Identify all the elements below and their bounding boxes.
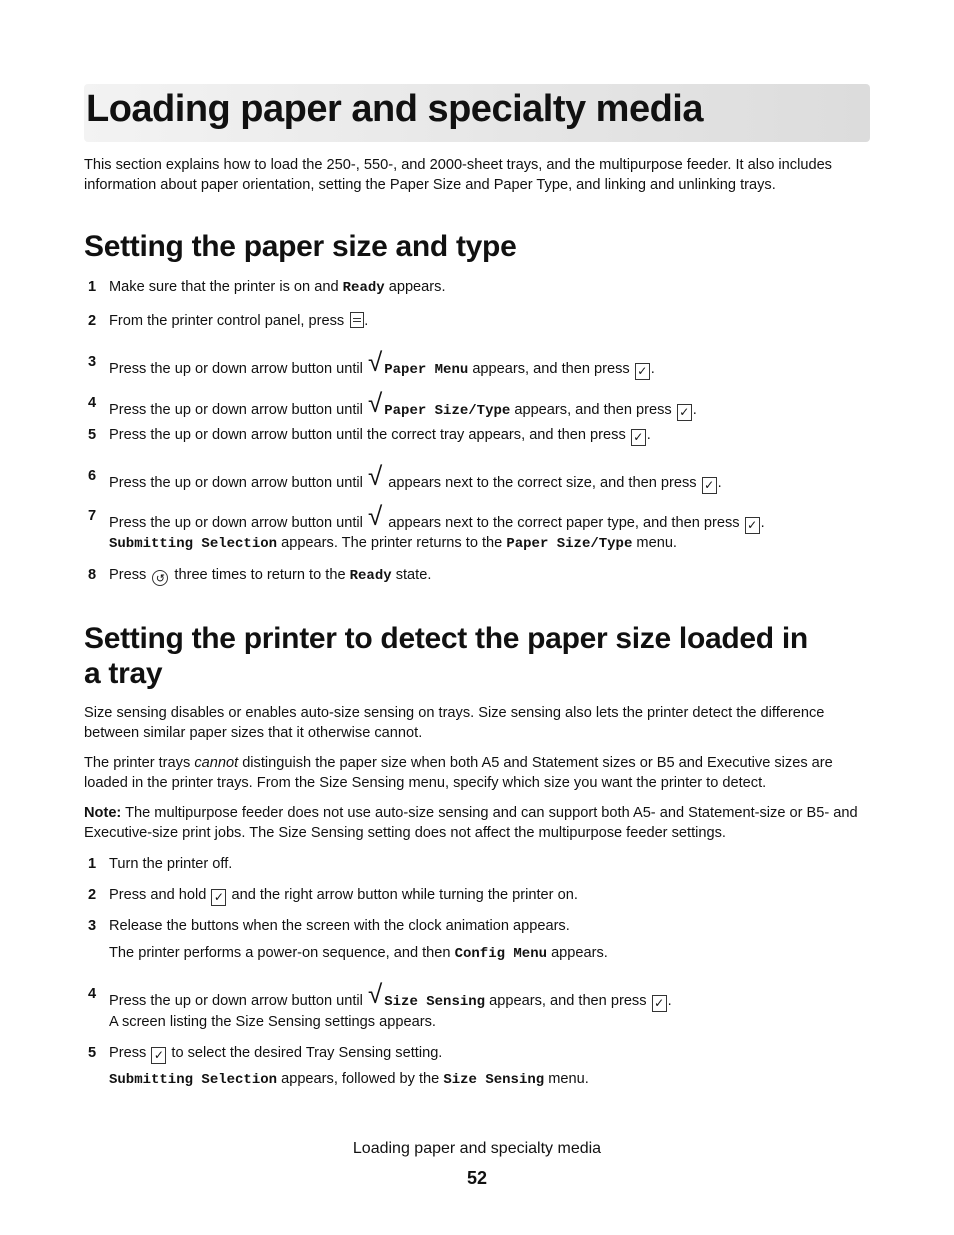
- note-paragraph: Note: The multipurpose feeder does not use auto-size sensing and can support both A5- and Statement-size or B5- and Executive-size print jobs. The Size Sensing setting does not affect the multipurpose feeder settings.: [84, 805, 858, 841]
- select-button-icon: ✓: [702, 477, 717, 494]
- page-number: 52: [466, 1168, 488, 1188]
- menu-icon: [350, 312, 364, 328]
- selected-check-icon: √: [367, 979, 383, 1009]
- select-button-icon: ✓: [677, 404, 692, 421]
- select-button-icon: ✓: [635, 363, 650, 380]
- selected-check-icon: √: [367, 388, 383, 418]
- sensing-step-3-result: The printer performs a power-on sequence, and then Config Menu appears.: [109, 945, 608, 962]
- sensing-step-5-result: Submitting Selection appears, followed by the Size Sensing menu.: [109, 1071, 589, 1088]
- step-7-result: Submitting Selection appears. The printer returns to the Paper Size/Type menu.: [109, 535, 677, 552]
- footer-title: Loading paper and specialty media: [352, 1140, 602, 1157]
- select-button-icon: ✓: [151, 1047, 166, 1064]
- sensing-step-4-result: A screen listing the Size Sensing settings appears.: [109, 1014, 436, 1030]
- trays-cannot-paragraph: The printer trays cannot distinguish the paper size when both A5 and Statement sizes or B5 and Executive sizes are loaded in the printer trays. From the Size Sensing menu, specify which size you want the printer to detect.: [84, 755, 833, 791]
- selected-check-icon: √: [367, 347, 383, 377]
- section-heading-size-sensing: Setting the printer to detect the paper size loaded in a tray: [84, 622, 808, 690]
- code-ready: Ready: [342, 280, 385, 296]
- select-button-icon: ✓: [211, 889, 226, 906]
- size-sensing-paragraph: Size sensing disables or enables auto-size sensing on trays. Size sensing also lets the printer detect the difference between similar paper sizes that it otherwise cannot.: [84, 705, 825, 741]
- back-icon: ↺: [152, 570, 168, 586]
- selected-check-icon: √: [367, 461, 383, 491]
- note-label: Note:: [84, 805, 122, 821]
- chapter-title: Loading paper and specialty media: [86, 88, 703, 130]
- step-number: 1: [88, 279, 97, 295]
- select-button-icon: ✓: [652, 995, 667, 1012]
- select-button-icon: ✓: [631, 429, 646, 446]
- selected-check-icon: √: [367, 501, 383, 531]
- intro-paragraph: This section explains how to load the 250-, 550-, and 2000-sheet trays, and the multipurpose feeder. It also includes information about paper orientation, setting the Paper Size and Paper Type, and linking and unlinking trays.: [84, 157, 832, 193]
- section-heading-paper-size-type: Setting the paper size and type: [84, 230, 517, 263]
- select-button-icon: ✓: [745, 517, 760, 534]
